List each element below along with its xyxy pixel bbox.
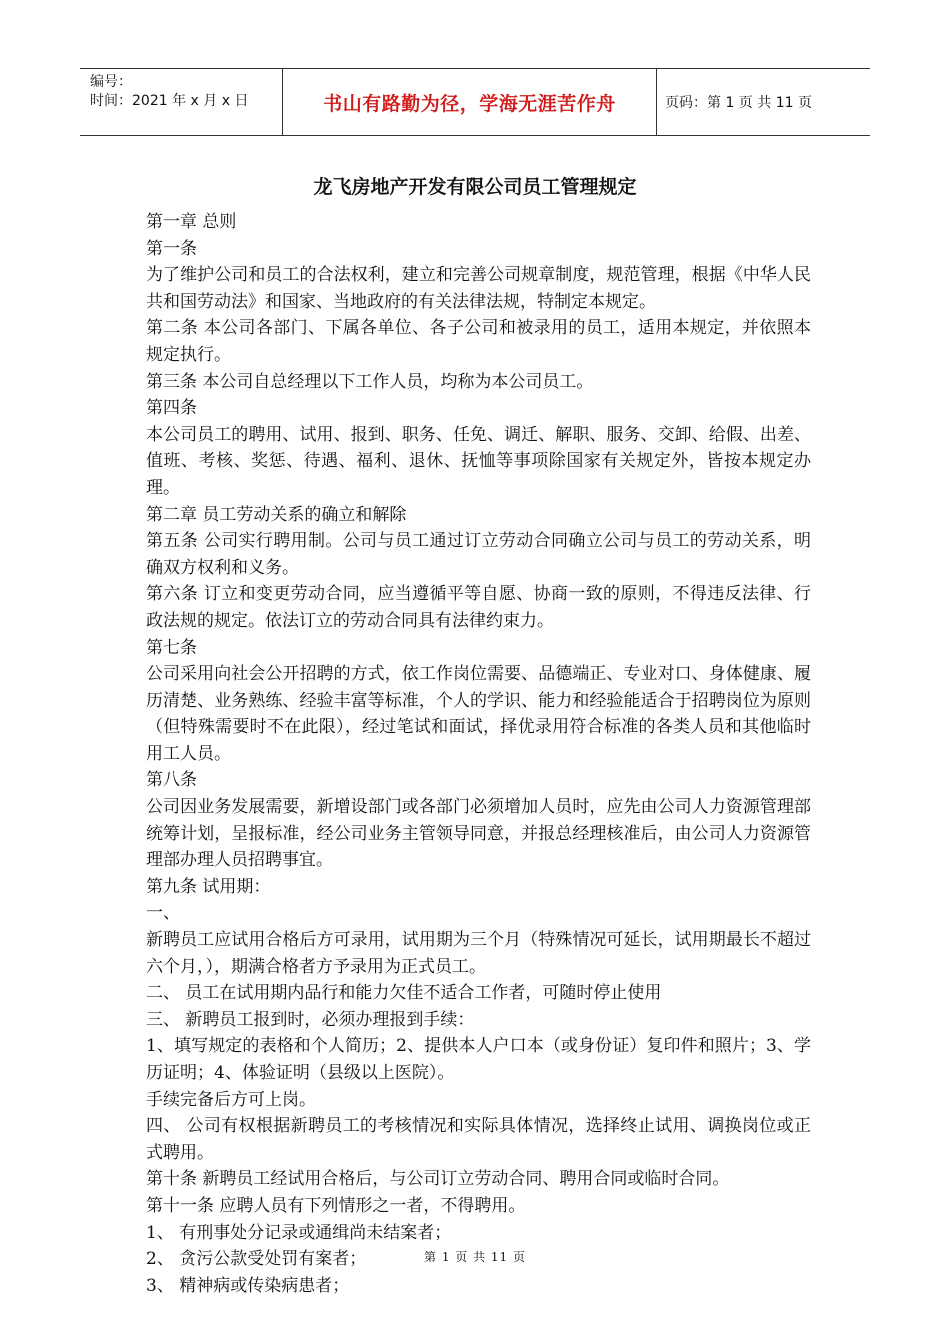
number-label: 编号： — [90, 74, 132, 90]
header-page-info — [657, 69, 870, 135]
paragraph: 第二章 员工劳动关系的确立和解除 — [146, 504, 407, 525]
paragraph: 第八条 — [146, 770, 197, 791]
paragraph: 第六条 订立和变更劳动合同，应当遵循平等自愿、协商一致的原则，不得违反法律、行政法规的规定。依法订立的劳动合同具有法律约束力。 — [146, 584, 811, 631]
paragraph: 新聘员工应试用合格后方可录用，试用期为三个月（特殊情况可延长，试用期最长不超过六个月，），期满合格者方予录用为正式员工。 — [146, 930, 811, 977]
paragraph: 1、填写规定的表格和个人简历；2、提供本人户口本（或身份证）复印件和照片；3、学历证明；4、体验证明（县级以上医院）。 — [146, 1036, 811, 1083]
paragraph: 第二条 本公司各部门、下属各单位、各子公司和被录用的员工，适用本规定，并依照本规定执行。 — [146, 318, 811, 365]
date-label: 时间：2021 年 x 月 x 日 — [90, 93, 249, 109]
paragraph: 手续完备后方可上岗。 — [146, 1089, 316, 1110]
paragraph: 本公司员工的聘用、试用、报到、职务、任免、调迁、解职、服务、交卸、给假、出差、值班、考核、奖惩、待遇、福利、退休、抚恤等事项除国家有关规定外，皆按本规定办理。 — [146, 424, 811, 498]
paragraph: 1、 有刑事处分记录或通缉尚未结案者； — [146, 1222, 452, 1243]
paragraph: 三、 新聘员工报到时，必须办理报到手续： — [146, 1009, 475, 1030]
document-body — [146, 209, 811, 1299]
page-footer: 第 1 页 共 11 页 — [424, 1250, 526, 1264]
paragraph: 一、 — [146, 903, 180, 924]
paragraph: 2、 贪污公款受处罚有案者； — [146, 1249, 367, 1270]
paragraph: 第十一条 应聘人员有下列情形之一者，不得聘用。 — [146, 1195, 526, 1216]
paragraph: 四、 公司有权根据新聘员工的考核情况和实际具体情况，选择终止试用、调换岗位或正式聘用。 — [146, 1116, 811, 1163]
paragraph: 3、 精神病或传染病患者； — [146, 1275, 350, 1296]
paragraph: 第五条 公司实行聘用制。公司与员工通过订立劳动合同确立公司与员工的劳动关系，明确双方权利和义务。 — [146, 531, 811, 578]
paragraph: 第九条 试用期： — [146, 876, 271, 897]
paragraph: 二、 员工在试用期内品行和能力欠佳不适合工作者，可随时停止使用 — [146, 983, 662, 1004]
paragraph: 公司因业务发展需要，新增设部门或各部门必须增加人员时，应先由公司人力资源管理部统筹计划，呈报标准，经公司业务主管领导同意，并报总经理核准后，由公司人力资源管理部办理人员招聘事宜。 — [146, 797, 811, 871]
header-meta — [80, 69, 282, 135]
paragraph: 为了维护公司和员工的合法权利，建立和完善公司规章制度，规范管理，根据《中华人民共和国劳动法》和国家、当地政府的有关法律法规，特制定本规定。 — [146, 265, 811, 312]
paragraph: 公司采用向社会公开招聘的方式，依工作岗位需要、品德端正、专业对口、身体健康、履历清楚、业务熟练、经验丰富等标准，个人的学识、能力和经验能适合于招聘岗位为原则（但特殊需要时不在此限），经过笔试和面试，择优录用符合标准的各类人员和其他临时用工人员。 — [146, 664, 811, 764]
paragraph: 第十条 新聘员工经试用合格后，与公司订立劳动合同、聘用合同或临时合同。 — [146, 1169, 730, 1190]
paragraph: 第一章 总则 — [146, 212, 237, 232]
motto-text: 书山有路勤为径，学海无涯苦作舟 — [323, 92, 616, 115]
header-motto-cell — [282, 69, 657, 135]
paragraph: 第七条 — [146, 637, 197, 658]
paragraph: 第一条 — [146, 238, 197, 259]
paragraph: 第四条 — [146, 398, 197, 419]
paragraph: 第三条 本公司自总经理以下工作人员，均称为本公司员工。 — [146, 371, 594, 392]
page-header — [80, 68, 870, 136]
page-info-text: 页码：第 1 页 共 11 页 — [665, 95, 812, 111]
document-title: 龙飞房地产开发有限公司员工管理规定 — [313, 176, 637, 198]
